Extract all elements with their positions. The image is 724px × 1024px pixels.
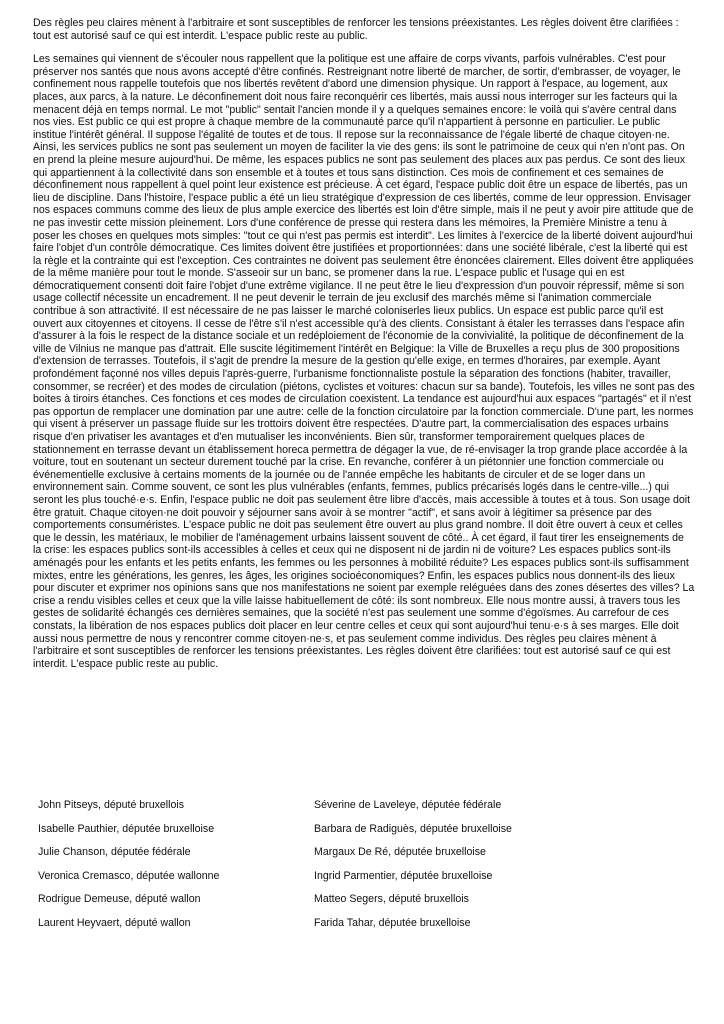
body-paragraph: Les semaines qui viennent de s'écouler nous rappellent que la politique est une affaire de corps vivants, parfois vulnérables. C'est pour préserver nos santés que nous avons accepté d'être confinés. Restreignant notre liberté de marcher, de sortir, d'embrasser, de voyager, le confinement nous rappelle toutefois que nos libertés revêtent d'abord une dimension physique. Un rapport à l'espace, au logement, aux places, aux parcs, à la nature. Le déconfinement doit nous faire reconquérir ces libertés, mais aussi nous interroger sur les facteurs qui la menacent déjà en temps normal. Le mot "public" sentait l'ancien monde il y a quelques semaines encore: le voilà qui s'avère central dans nos vies. Est public ce qui est propre à chaque membre de la communauté parce qu'il n'appartient à personne en particulier. Le public institue l'intérêt général. Il suppose l'égalité de toutes et de tous. Il repose sur la reconnaissance de l'égale liberté de chaque citoyen·ne. Ainsi, les services publics ne sont pas seulement un moyen de faciliter la vie des gens: ils sont le patrimoine de ceux qui n'en n'ont pas. On en prend la pleine mesure aujourd'hui. De même, les espaces publics ne sont pas seulement des places aux pas perdus. Ce sont des lieux qui appartiennent à la collectivité dans son ensemble et à toutes et tous sans distinction. Ces mois de confinement et ces semaines de déconfinement nous rappellent à quel point leur existence est précieuse. À cet égard, l'espace public doit être un espace de libertés, pas un lieu de discipline. Dans l'histoire, l'espace public a été un lieu stratégique d'expression de ces libertés, comme de leur oppression. Envisager nos espaces communs comme des lieux de plus ample exercice des libertés est loin d'être simple, mais il ne peut y avoir pire attitude que de ne pas investir cette mission pleinement. Lors d'une conférence de presse qui restera dans les mémoires, la Première Ministre a tenu à poser les choses en quelques mots simples: "tout ce qui n'est pas permis est interdit". Les limites à l'exercice de la liberté doivent aujourd'hui faire l'objet d'un contrôle démocratique. Ces limites doivent être justifiées et proportionnées: dans une société libérale, c'est la liberté qui est la règle et la contrainte qui est l'exception. Ces contraintes ne doivent pas seulement être énoncées clairement. Elles doivent être appliquées de la même manière pour tout le monde. S'asseoir sur un banc, se promener dans la rue. L'espace public et l'usage qui en est démocratiquement consenti doit faire l'objet d'une extrême vigilance. Il ne peut être le lieu d'expression d'un pouvoir répressif, même si son usage collectif nécessite un encadrement. Il ne peut devenir le terrain de jeu exclusif des marchés même si l'animation commerciale contribue à son attractivité. Il est nécessaire de ne pas laisser le marché coloniserles lieux publics. Un espace est public parce qu'il est ouvert aux citoyennes et citoyens. Il cesse de l'être s'il n'est accessible qu'à des clients. Consistant à étaler les terrasses dans l'espace afin d'assurer à la fois le respect de la distance sociale et un redéploiement de l'économie de la convivialité, la politique de déconfinement de la ville de Vilnius ne manque pas d'attrait. Elle suscite légitimement l'intérêt en Belgique: la Ville de Bruxelles a reçu plus de 300 propositions d'extension de terrasses. Toutefois, il s'agit de prendre la mesure de la gestion qu'elle exige, en termes d'horaires, par exemple. Ayant profondément façonné nos villes depuis l'après-guerre, l'urbanisme fonctionnaliste postule la séparation des fonctions (habiter, travailler, consommer, se recréer) et des modes de circulation (piétons, cyclistes et voitures: chacun sur sa bande). Toutefois, les villes ne sont pas des boites à tiroirs étanches. Ces fonctions et ces modes de circulation coexistent. La tendance est aujourd'hui aux espaces "partagés" et il n'est pas opportun de remplacer une domination par une autre: celle de la fonction circulatoire par la fonction commerciale. D'une part, les normes qui visent à préserver un passage fluide sur les trottoirs doivent être respectées. D'autre part, la commercialisation des espaces urbains risque d'en privatiser les avantages et d'en mutualiser les inconvénients. Bien sûr, transformer temporairement quelques places de stationnement en terrasse devant un établissement horeca permettra de dégager la vue, de ré-envisager la trop grande place accordée à la voiture, tout en soutenant un secteur durement touché par la crise. En revanche, conférer à un piétonnier une fonction commerciale ou événementielle exclusive à certains moments de la journée ou de l'année empêche les habitants de circuler et de se loger dans un environnement sain. Comme souvent, ce sont les plus vulnérables (enfants, femmes, publics précarisés logés dans le centre-ville...) qui seront les plus touché·e·s. Enfin, l'espace public ne doit pas seulement être libre d'accès, mais accessible à toutes et à tous. Son usage doit être gratuit. Chaque citoyen·ne doit pouvoir y séjourner sans avoir à se montrer "actif", et sans avoir à légitimer sa présence par des comportements consuméristes. L'espace public ne doit pas seulement être ouvert au plus grand nombre. Il doit être ouvert à ceux et celles que le dessin, les matériaux, le mobilier de l'aménagement urbains laissent souvent de côté.. À cet égard, il faut tirer les enseignements de la crise: les espaces publics sont-ils accessibles à celles et ceux qui ne disposent ni de jardin ni de voiture? Les espaces publics sont-ils aménagés pour les enfants et les petits enfants, les femmes ou les personnes à mobilité réduite? Les espaces publics sont-ils suffisamment mixtes, entre les générations, les genres, les âges, les origines socioéconomiques? Enfin, les espaces publics nous donnent-ils des lieux pour discuter et exprimer nos opinions sans que nos manifestations ne soient par exemple reléguées dans des zones désertes des villes? La crise a rendu visibles celles et ceux que la ville laisse habituellement de côté: ils sont nombreux. Elle nous montre aussi, à travers tous les gestes de solidarité échangés ces dernières semaines, que la société n'est pas seulement une somme d'égoïsmes. Au carrefour de ces constats, la libération de nos espaces publics doit placer en leur centre celles et ceux qui sont aujourd'hui tenu·e·s à ses marges. Elle doit aussi nous permettre de nous y rencontrer comme citoyen·ne·s, et pas seulement comme individus. Des règles peu claires mènent à l'arbitraire et sont susceptibles de renforcer les tensions préexistantes. Les règles doivent être clarifiées: tout est autorisé sauf ce qui est interdit. L'espace public reste au public.	[33, 53, 695, 670]
signatory: Isabelle Pauthier, députée bruxelloise	[38, 822, 215, 835]
signatories-right-column	[314, 794, 590, 936]
signatory: Julie Chanson, députée fédérale	[38, 846, 191, 859]
signatory: Laurent Heyvaert, député wallon	[38, 916, 191, 929]
signatories-list	[38, 794, 678, 936]
signatory: Rodrigue Demeuse, député wallon	[38, 893, 201, 906]
signatory: Matteo Segers, député bruxellois	[314, 893, 469, 906]
signatory: Barbara de Radiguès, députée bruxelloise	[314, 822, 512, 835]
signatory: John Pitseys, député bruxellois	[38, 799, 185, 811]
document-page	[33, 17, 695, 670]
signatory: Margaux De Ré, députée bruxelloise	[314, 846, 486, 859]
signatory: Farida Tahar, députée bruxelloise	[314, 916, 471, 929]
signatory: Séverine de Laveleye, députée fédérale	[314, 799, 502, 811]
signatory: Veronica Cremasco, députée wallonne	[38, 869, 220, 882]
intro-paragraph: Des règles peu claires mènent à l'arbitraire et sont susceptibles de renforcer les tensions préexistantes. Les règles doivent être clarifiées : tout est autorisé sauf ce qui est interdit. L'espace public reste au public.	[33, 17, 679, 42]
signatory: Ingrid Parmentier, députée bruxelloise	[314, 869, 493, 882]
signatories-left-column	[38, 794, 314, 936]
